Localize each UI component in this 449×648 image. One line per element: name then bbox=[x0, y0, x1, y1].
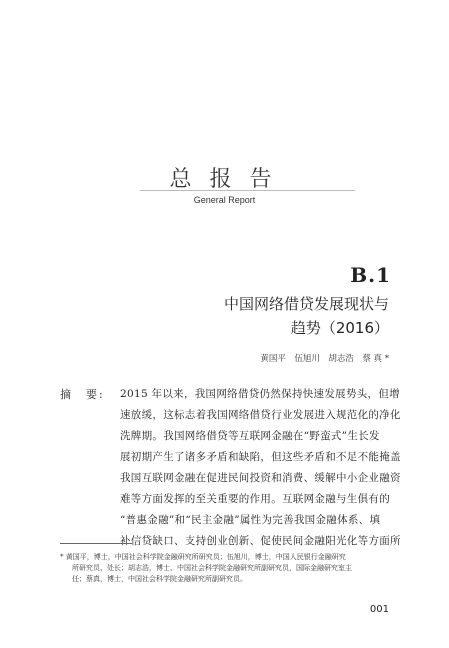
abstract-label: 摘 要: bbox=[60, 388, 105, 401]
abstract-line: 我国互联网金融在促进民间投资和消费、缓解中小企业融资 bbox=[120, 472, 401, 484]
abstract-line: 展初期产生了诸多矛盾和缺陷，但这些矛盾和不足不能掩盖 bbox=[120, 451, 401, 463]
report-number: B.1 bbox=[350, 263, 391, 287]
abstract-line: 补信贷缺口、支持创业创新、促使民间金融阳光化等方面所 bbox=[120, 535, 401, 547]
footnote-divider bbox=[60, 543, 132, 544]
footnote-line: 任；蔡真，博士，中国社会科学院金融研究所副研究员。 bbox=[72, 575, 247, 583]
footnote-line: 所研究员、处长；胡志浩，博士，中国社会科学院金融研究所副研究员，国际金融研究室主 bbox=[72, 564, 352, 572]
section-subtitle: General Report bbox=[193, 195, 256, 205]
abstract-line: 难等方面发挥的至关重要的作用。互联网金融与生俱有的 bbox=[120, 493, 390, 505]
report-title-line-1: 中国网络借贷发展现状与 bbox=[223, 295, 389, 313]
footnote bbox=[60, 552, 398, 585]
abstract-line: 2015 年以来，我国网络借贷仍然保持快速发展势头，但增 bbox=[120, 388, 400, 400]
abstract-line: “普惠金融”和“民主金融”属性为完善我国金融体系、填 bbox=[120, 514, 381, 526]
abstract-line: 洗牌期。我国网络借贷等互联网金融在“野蛮式”生长发 bbox=[120, 430, 380, 442]
section-title: 总报告 bbox=[169, 167, 290, 192]
report-title-line-2: 趋势（2016） bbox=[290, 319, 389, 337]
report-authors: 黄国平 伍旭川 胡志浩 蔡 真 * bbox=[260, 354, 389, 364]
section-divider bbox=[140, 190, 355, 191]
abstract-line: 速放缓，这标志着我国网络借贷行业发展进入规范化的净化 bbox=[120, 409, 401, 421]
page-number: 001 bbox=[369, 604, 389, 615]
footnote-line: * 黄国平，博士，中国社会科学院金融研究所研究员；伍旭川，博士，中国人民银行金融研究 bbox=[60, 553, 346, 561]
